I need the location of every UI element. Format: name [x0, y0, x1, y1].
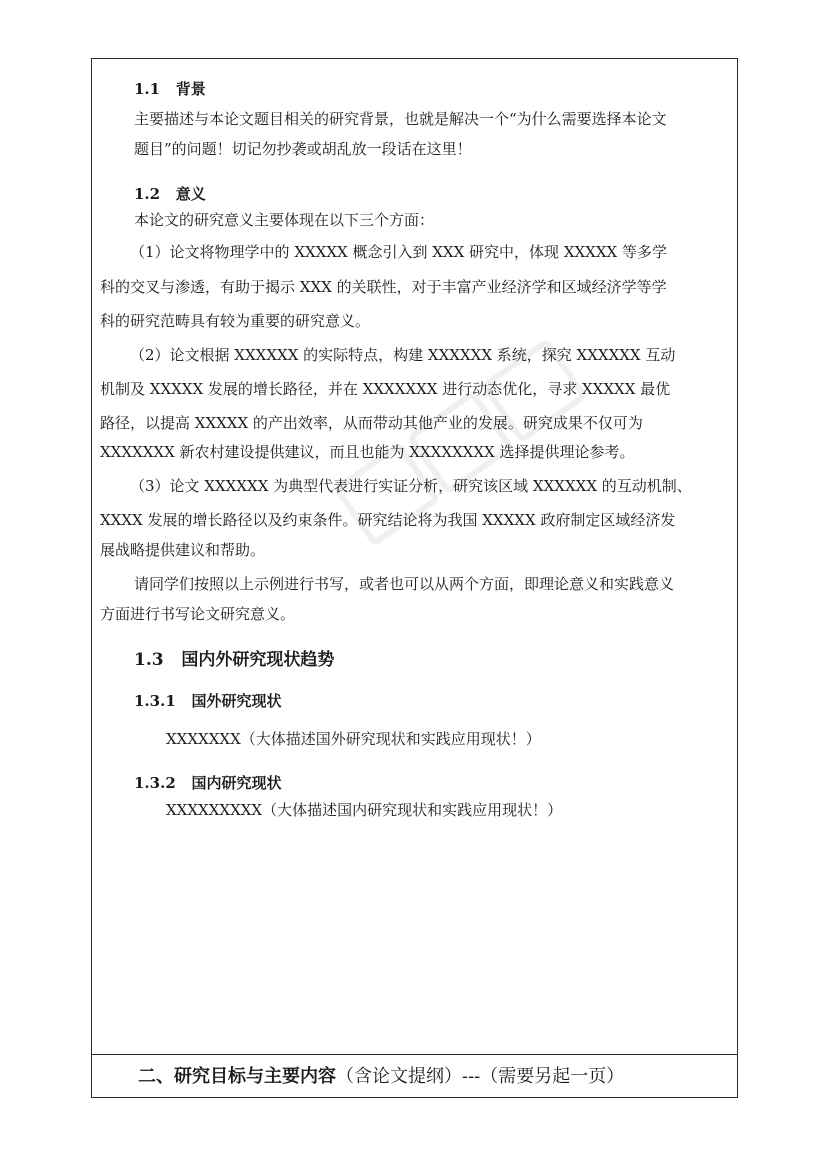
heading-title: 国外研究现状: [191, 692, 282, 710]
heading-number: 1.3.2: [134, 774, 176, 792]
paragraph-line: 方面进行书写论文研究意义。: [100, 605, 296, 623]
heading-1-2: [134, 184, 206, 204]
paragraph-line: 路径，以提高 XXXXX 的产出效率，从而带动其他产业的发展。研究成果不仅可为: [100, 414, 643, 432]
paragraph-line: （3）论文 XXXXXX 为典型代表进行实证分析，研究该区域 XXXXXX 的互动机制、: [130, 477, 692, 495]
heading-number: 1.2: [134, 185, 161, 203]
heading-number: 1.3.1: [134, 692, 176, 710]
paragraph-line: XXXXXXX 新农村建设提供建议，而且也能为 XXXXXXXX 选择提供理论参考。: [100, 443, 635, 461]
heading-number: 1.1: [134, 80, 161, 98]
paragraph-line: 机制及 XXXXX 发展的增长路径，并在 XXXXXXX 进行动态优化，寻求 XXXXX 最优: [100, 380, 671, 398]
paragraph-line: 科的研究范畴具有较为重要的研究意义。: [100, 312, 371, 330]
heading-1-3: [134, 649, 334, 671]
paragraph-line: XXXXXXX（大体描述国外研究现状和实践应用现状！）: [166, 730, 541, 748]
heading-title: 意义: [175, 185, 206, 203]
paragraph-line: 主要描述与本论文题目相关的研究背景，也就是解决一个“为什么需要选择本论文: [134, 110, 667, 128]
section-title-two: [138, 1065, 624, 1089]
heading-title: 国内外研究现状趋势: [181, 650, 335, 670]
heading-title: 国内研究现状: [191, 774, 282, 792]
paragraph-line: 题目”的问题！切记勿抄袭或胡乱放一段话在这里！: [134, 140, 472, 158]
section-title-main: 二、研究目标与主要内容: [138, 1066, 336, 1087]
paragraph-line: 请同学们按照以上示例进行书写，或者也可以从两个方面，即理论意义和实践意义: [134, 575, 675, 593]
paragraph-intro: 本论文的研究意义主要体现在以下三个方面：: [134, 211, 435, 229]
paragraph-line: 展战略提供建议和帮助。: [100, 541, 266, 559]
paragraph-line: XXXXXXXXX（大体描述国内研究现状和实践应用现状！）: [166, 801, 563, 819]
heading-1-3-2: [134, 773, 281, 793]
section-title-note: （含论文提纲）---（需要另起一页）: [336, 1066, 625, 1087]
section-divider: [92, 1054, 737, 1055]
heading-number: 1.3: [134, 650, 164, 670]
heading-title: 背景: [175, 80, 206, 98]
paragraph-line: （1）论文将物理学中的 XXXXX 概念引入到 XXX 研究中，体现 XXXXX 等多学: [130, 243, 667, 261]
paragraph-line: 科的交叉与渗透，有助于揭示 XXX 的关联性，对于丰富产业经济学和区域经济学等学: [100, 278, 667, 296]
paragraph-line: XXXX 发展的增长路径以及约束条件。研究结论将为我国 XXXXX 政府制定区域经济发: [100, 511, 676, 529]
heading-1-3-1: [134, 691, 281, 711]
heading-1-1: [134, 79, 206, 99]
paragraph-line: （2）论文根据 XXXXXX 的实际特点，构建 XXXXXX 系统，探究 XXXXXX 互动: [130, 346, 676, 364]
